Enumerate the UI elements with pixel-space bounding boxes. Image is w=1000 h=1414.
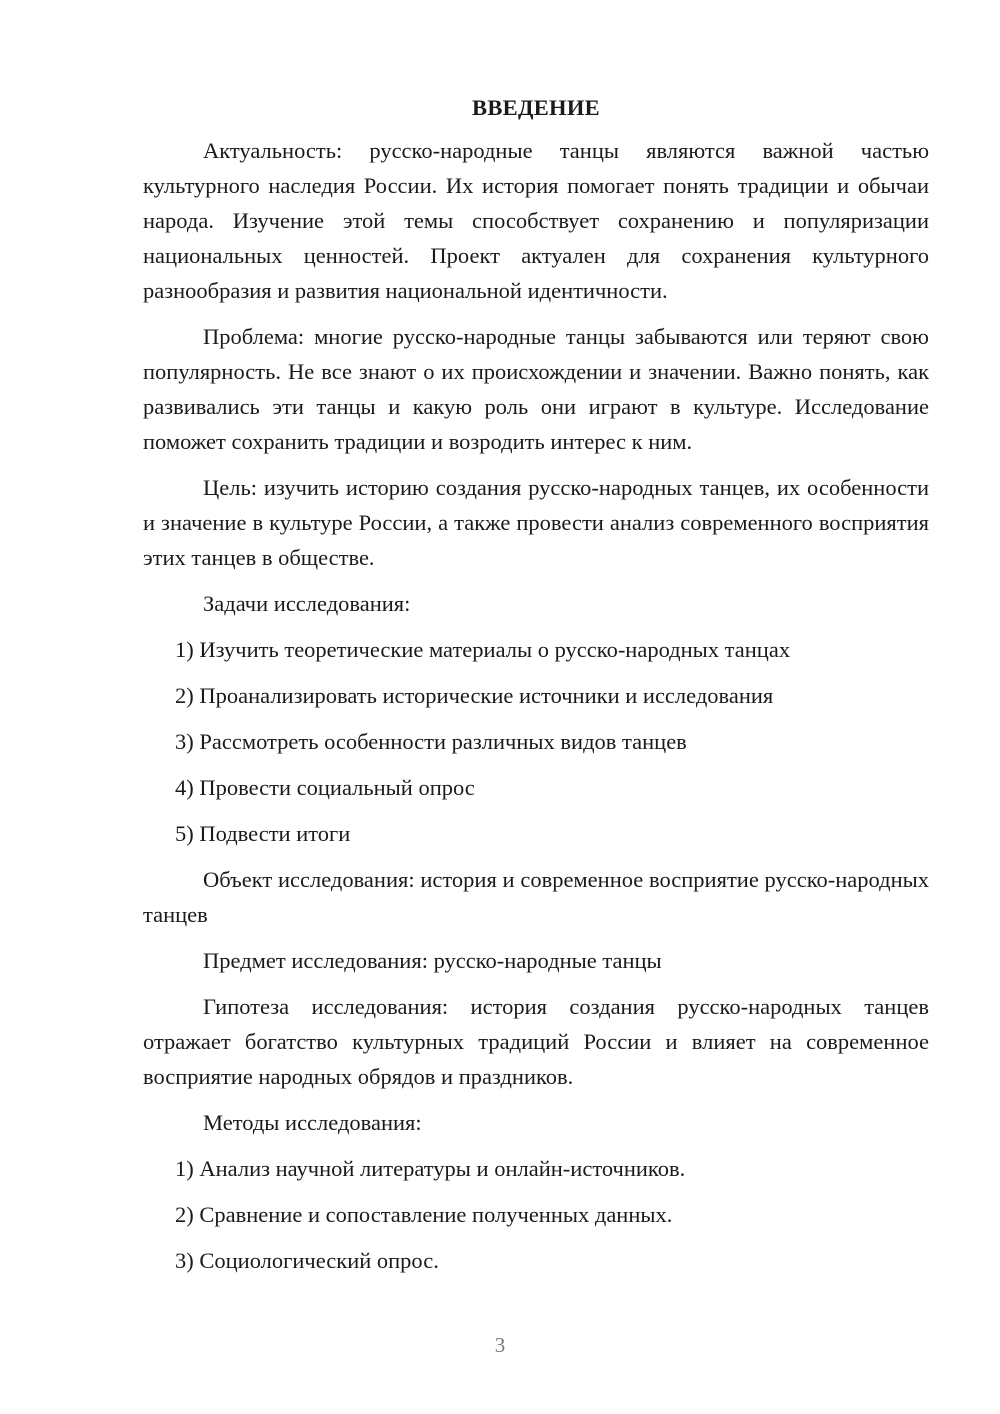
list-item: 2) Сравнение и сопоставление полученных данных.: [175, 1202, 673, 1227]
page-number: 3: [494, 1333, 506, 1357]
list-item: 5) Подвести итоги: [175, 821, 351, 846]
list-item: 1) Изучить теоретические материалы о русско-народных танцах: [175, 637, 791, 662]
tasks-list: [143, 632, 929, 851]
relevance-paragraph: Актуальность: русско-народные танцы являются важной частью культурного наследия России. Их история помогает понять традиции и обычаи народа. Изучение этой темы способствует сохранению и популяризации национальных ценностей. Проект актуален для сохранения культурного разнообразия и развития национальной идентичности.: [143, 138, 929, 303]
page-title: ВВЕДЕНИЕ: [472, 95, 600, 120]
list-item: 4) Провести социальный опрос: [175, 775, 475, 800]
list-item: 2) Проанализировать исторические источники и исследования: [175, 683, 774, 708]
methods-list: [143, 1151, 929, 1278]
list-item: 3) Рассмотреть особенности различных видов танцев: [175, 729, 687, 754]
tasks-heading: Задачи исследования:: [203, 591, 411, 616]
object-paragraph: Объект исследования: история и современное восприятие русско-народных танцев: [143, 867, 929, 927]
subject-paragraph: Предмет исследования: русско-народные танцы: [203, 948, 662, 973]
document-page: [143, 90, 929, 1289]
hypothesis-paragraph: Гипотеза исследования: история создания русско-народных танцев отражает богатство культурных традиций России и влияет на современное восприятие народных обрядов и праздников.: [143, 994, 929, 1089]
methods-heading: Методы исследования:: [203, 1110, 422, 1135]
goal-paragraph: Цель: изучить историю создания русско-народных танцев, их особенности и значение в культуре России, а также провести анализ современного восприятия этих танцев в обществе.: [143, 475, 929, 570]
list-item: 1) Анализ научной литературы и онлайн-источников.: [175, 1156, 686, 1181]
problem-paragraph: Проблема: многие русско-народные танцы забываются или теряют свою популярность. Не все знают о их происхождении и значении. Важно понять, как развивались эти танцы и какую роль они играют в культуре. Исследование поможет сохранить традиции и возродить интерес к ним.: [143, 324, 929, 454]
list-item: 3) Социологический опрос.: [175, 1248, 439, 1273]
